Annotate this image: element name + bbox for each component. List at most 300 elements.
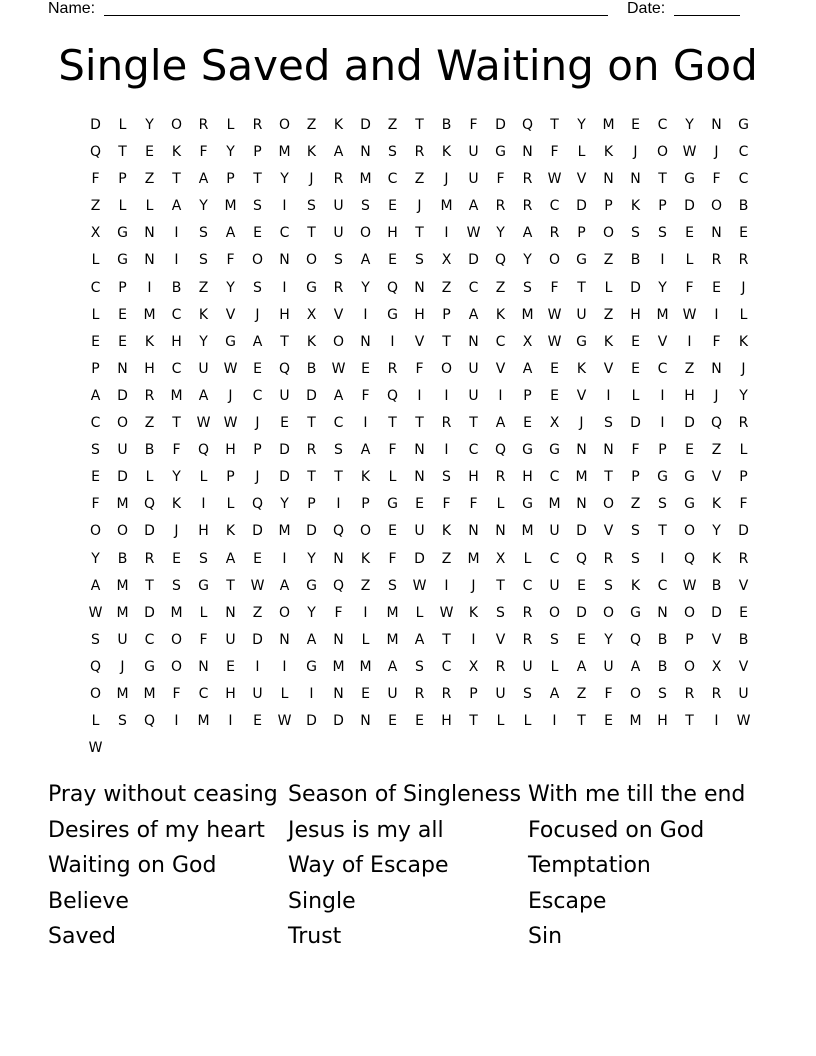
grid-letter: W bbox=[682, 144, 697, 161]
grid-letter: Q bbox=[521, 117, 534, 133]
grid-letter: X bbox=[441, 252, 452, 269]
grid-letter: Y bbox=[658, 279, 667, 296]
grid-letter: M bbox=[629, 713, 642, 730]
grid-letter: Y bbox=[361, 279, 370, 296]
grid-letter: O bbox=[548, 604, 561, 621]
grid-letter: Q bbox=[575, 550, 588, 567]
grid-letter: J bbox=[255, 306, 260, 323]
grid-letter: O bbox=[170, 117, 183, 133]
grid-letter: X bbox=[468, 658, 479, 675]
grid-letter: F bbox=[685, 279, 694, 296]
grid-letter: A bbox=[333, 144, 344, 161]
grid-letter: B bbox=[117, 550, 128, 567]
grid-letter: T bbox=[280, 333, 289, 350]
grid-letter: K bbox=[630, 577, 641, 594]
grid-letter: S bbox=[91, 442, 100, 459]
grid-letter: T bbox=[172, 171, 181, 188]
grid-letter: Z bbox=[441, 279, 452, 296]
grid-letter: I bbox=[444, 387, 449, 404]
grid-letter: J bbox=[741, 279, 746, 296]
grid-letter: J bbox=[174, 523, 179, 540]
grid-letter: E bbox=[685, 442, 694, 459]
grid-letter: F bbox=[334, 604, 343, 621]
word-list-item: Focused on God bbox=[528, 817, 705, 843]
grid-letter: I bbox=[282, 658, 287, 675]
grid-letter: J bbox=[579, 415, 584, 432]
grid-letter: M bbox=[143, 685, 156, 702]
grid-letter: S bbox=[334, 252, 343, 269]
grid-letter: U bbox=[468, 144, 479, 161]
grid-letter: T bbox=[496, 577, 505, 594]
grid-letter: G bbox=[144, 658, 155, 675]
grid-letter: O bbox=[359, 225, 372, 242]
grid-letter: D bbox=[495, 117, 506, 133]
grid-letter: E bbox=[118, 306, 127, 323]
grid-letter: C bbox=[468, 442, 479, 459]
grid-letter: T bbox=[226, 577, 235, 594]
word-list-item: Believe bbox=[48, 888, 129, 914]
grid-letter: U bbox=[549, 523, 560, 540]
grid-letter: F bbox=[415, 360, 424, 377]
grid-letter: E bbox=[91, 469, 100, 486]
grid-letter: I bbox=[174, 252, 179, 269]
grid-letter: M bbox=[656, 306, 669, 323]
grid-letter: Q bbox=[494, 252, 507, 269]
grid-letter: J bbox=[714, 144, 719, 161]
grid-letter: E bbox=[361, 360, 370, 377]
grid-letter: D bbox=[90, 117, 101, 133]
grid-letter: U bbox=[549, 577, 560, 594]
grid-letter: C bbox=[171, 306, 182, 323]
grid-letter: E bbox=[253, 225, 262, 242]
grid-letter: I bbox=[228, 713, 233, 730]
grid-letter: F bbox=[91, 496, 100, 513]
grid-letter: I bbox=[660, 252, 665, 269]
grid-letter: S bbox=[253, 279, 262, 296]
grid-letter: Y bbox=[145, 117, 154, 133]
grid-letter: L bbox=[91, 252, 100, 269]
grid-letter: E bbox=[388, 198, 397, 215]
grid-letter: T bbox=[307, 469, 316, 486]
grid-letter: Z bbox=[144, 171, 155, 188]
grid-letter: U bbox=[468, 171, 479, 188]
grid-letter: B bbox=[144, 442, 155, 459]
grid-letter: D bbox=[144, 523, 155, 540]
grid-letter: U bbox=[225, 631, 236, 648]
grid-letter: Z bbox=[306, 117, 317, 133]
grid-letter: I bbox=[552, 713, 557, 730]
grid-letter: B bbox=[738, 631, 749, 648]
grid-letter: N bbox=[495, 523, 506, 540]
grid-letter: K bbox=[198, 306, 209, 323]
grid-letter: D bbox=[576, 198, 587, 215]
grid-letter: S bbox=[388, 577, 397, 594]
grid-letter: Y bbox=[91, 550, 100, 567]
grid-letter: W bbox=[250, 577, 265, 594]
grid-letter: P bbox=[226, 469, 235, 486]
grid-letter: P bbox=[118, 171, 127, 188]
grid-letter: I bbox=[309, 685, 314, 702]
word-list-item: Season of Singleness bbox=[288, 782, 522, 807]
grid-letter: H bbox=[684, 387, 695, 404]
grid-letter: L bbox=[280, 685, 289, 702]
grid-letter: L bbox=[523, 713, 532, 730]
grid-letter: Z bbox=[414, 171, 425, 188]
grid-letter: Y bbox=[199, 333, 208, 350]
grid-letter: U bbox=[117, 442, 128, 459]
grid-letter: R bbox=[414, 685, 425, 702]
grid-letter: F bbox=[496, 171, 505, 188]
grid-letter: O bbox=[116, 415, 129, 432]
grid-letter: R bbox=[333, 171, 344, 188]
grid-letter: Y bbox=[280, 171, 289, 188]
grid-letter: D bbox=[738, 523, 749, 540]
grid-letter: G bbox=[657, 469, 668, 486]
grid-letter: K bbox=[603, 144, 614, 161]
grid-letter: M bbox=[143, 306, 156, 323]
grid-letter: T bbox=[307, 225, 316, 242]
grid-letter: D bbox=[711, 604, 722, 621]
grid-letter: I bbox=[660, 415, 665, 432]
grid-letter: U bbox=[279, 387, 290, 404]
grid-letter: A bbox=[522, 225, 533, 242]
grid-letter: Q bbox=[251, 496, 264, 513]
grid-letter: I bbox=[444, 225, 449, 242]
grid-letter: V bbox=[738, 577, 749, 594]
grid-letter: F bbox=[469, 496, 478, 513]
grid-letter: T bbox=[685, 713, 694, 730]
grid-letter: G bbox=[306, 577, 317, 594]
grid-letter: P bbox=[253, 144, 262, 161]
grid-letter: C bbox=[738, 171, 749, 188]
grid-letter: I bbox=[282, 550, 287, 567]
grid-letter: Q bbox=[197, 442, 210, 459]
grid-letter: C bbox=[279, 225, 290, 242]
grid-letter: O bbox=[359, 523, 372, 540]
grid-letter: P bbox=[658, 198, 667, 215]
grid-letter: E bbox=[388, 523, 397, 540]
grid-letter: L bbox=[415, 604, 424, 621]
grid-letter: U bbox=[738, 685, 749, 702]
grid-letter: L bbox=[226, 496, 235, 513]
grid-letter: T bbox=[658, 171, 667, 188]
grid-letter: A bbox=[225, 550, 236, 567]
grid-letter: D bbox=[279, 469, 290, 486]
grid-letter: A bbox=[495, 415, 506, 432]
grid-letter: C bbox=[549, 550, 560, 567]
grid-letter: E bbox=[172, 550, 181, 567]
grid-letter: D bbox=[333, 713, 344, 730]
grid-letter: K bbox=[306, 144, 317, 161]
grid-letter: N bbox=[198, 658, 209, 675]
grid-letter: W bbox=[547, 333, 562, 350]
grid-letter: B bbox=[657, 631, 668, 648]
grid-letter: W bbox=[277, 713, 292, 730]
grid-letter: Y bbox=[496, 225, 505, 242]
grid-letter: K bbox=[468, 604, 479, 621]
grid-letter: I bbox=[282, 279, 287, 296]
grid-letter: A bbox=[522, 360, 533, 377]
grid-letter: U bbox=[414, 523, 425, 540]
grid-letter: Y bbox=[577, 117, 586, 133]
grid-letter: M bbox=[440, 198, 453, 215]
grid-letter: P bbox=[118, 279, 127, 296]
grid-letter: F bbox=[199, 631, 208, 648]
date-label: Date: bbox=[627, 0, 666, 17]
grid-letter: D bbox=[306, 523, 317, 540]
grid-letter: P bbox=[361, 496, 370, 513]
grid-letter: G bbox=[117, 225, 128, 242]
grid-letter: A bbox=[468, 198, 479, 215]
grid-letter: J bbox=[714, 387, 719, 404]
grid-letter: M bbox=[116, 685, 129, 702]
grid-letter: Y bbox=[199, 198, 208, 215]
grid-letter: T bbox=[415, 117, 424, 133]
grid-letter: R bbox=[495, 198, 506, 215]
grid-letter: N bbox=[333, 685, 344, 702]
grid-letter: B bbox=[306, 360, 317, 377]
grid-letter: B bbox=[738, 198, 749, 215]
grid-letter: W bbox=[223, 360, 238, 377]
grid-letter: S bbox=[658, 225, 667, 242]
grid-letter: P bbox=[685, 631, 694, 648]
grid-letter: C bbox=[171, 360, 182, 377]
grid-letter: E bbox=[685, 225, 694, 242]
grid-letter: I bbox=[363, 306, 368, 323]
grid-letter: M bbox=[278, 144, 291, 161]
grid-letter: F bbox=[172, 442, 181, 459]
grid-letter: Y bbox=[280, 496, 289, 513]
grid-letter: S bbox=[91, 631, 100, 648]
grid-letter: C bbox=[144, 631, 155, 648]
grid-letter: V bbox=[711, 469, 722, 486]
grid-letter: R bbox=[522, 631, 533, 648]
grid-letter: P bbox=[307, 496, 316, 513]
grid-letter: W bbox=[223, 415, 238, 432]
grid-letter: N bbox=[576, 496, 587, 513]
grid-letter: A bbox=[576, 658, 587, 675]
date-blank-line bbox=[674, 15, 740, 16]
grid-letter: M bbox=[197, 713, 210, 730]
grid-letter: J bbox=[633, 144, 638, 161]
grid-letter: M bbox=[386, 604, 399, 621]
grid-letter: T bbox=[388, 415, 397, 432]
grid-letter: E bbox=[739, 225, 748, 242]
header-row bbox=[0, 0, 816, 20]
grid-letter: S bbox=[496, 604, 505, 621]
grid-letter: Y bbox=[172, 469, 181, 486]
word-list-item: Saved bbox=[48, 924, 116, 950]
grid-letter: W bbox=[88, 740, 103, 757]
grid-letter: L bbox=[739, 306, 748, 323]
grid-letter: K bbox=[360, 550, 371, 567]
grid-letter: C bbox=[657, 360, 668, 377]
word-list-item: Escape bbox=[528, 888, 607, 914]
grid-letter: A bbox=[171, 198, 182, 215]
grid-letter: S bbox=[604, 415, 613, 432]
grid-letter: B bbox=[630, 252, 641, 269]
grid-letter: U bbox=[198, 360, 209, 377]
grid-letter: L bbox=[604, 279, 613, 296]
puzzle-title: Single Saved and Waiting on God bbox=[58, 41, 758, 90]
grid-letter: P bbox=[226, 171, 235, 188]
grid-letter: E bbox=[253, 550, 262, 567]
grid-letter: V bbox=[495, 360, 506, 377]
grid-letter: N bbox=[468, 523, 479, 540]
grid-letter: T bbox=[442, 333, 451, 350]
grid-letter: F bbox=[172, 685, 181, 702]
grid-letter: A bbox=[360, 442, 371, 459]
grid-letter: L bbox=[145, 198, 154, 215]
grid-letter: N bbox=[414, 442, 425, 459]
grid-letter: L bbox=[199, 469, 208, 486]
grid-letter: I bbox=[174, 225, 179, 242]
grid-letter: T bbox=[550, 117, 559, 133]
grid-letter: S bbox=[199, 252, 208, 269]
grid-letter: R bbox=[738, 252, 749, 269]
grid-letter: O bbox=[89, 685, 102, 702]
grid-letter: R bbox=[495, 469, 506, 486]
grid-letter: Z bbox=[360, 577, 371, 594]
grid-letter: L bbox=[739, 442, 748, 459]
grid-letter: N bbox=[333, 550, 344, 567]
grid-letter: T bbox=[604, 469, 613, 486]
grid-letter: V bbox=[333, 306, 344, 323]
grid-letter: M bbox=[116, 496, 129, 513]
grid-letter: E bbox=[145, 144, 154, 161]
grid-letter: G bbox=[117, 252, 128, 269]
grid-letter: I bbox=[255, 658, 260, 675]
grid-letter: H bbox=[468, 469, 479, 486]
grid-letter: H bbox=[414, 306, 425, 323]
grid-letter: E bbox=[550, 360, 559, 377]
grid-letter: I bbox=[174, 713, 179, 730]
grid-letter: I bbox=[498, 387, 503, 404]
grid-letter: M bbox=[278, 523, 291, 540]
grid-letter: R bbox=[711, 685, 722, 702]
grid-letter: F bbox=[550, 144, 559, 161]
grid-letter: U bbox=[468, 387, 479, 404]
grid-letter: R bbox=[738, 550, 749, 567]
grid-letter: K bbox=[630, 198, 641, 215]
grid-letter: N bbox=[225, 604, 236, 621]
grid-letter: N bbox=[657, 604, 668, 621]
grid-letter: X bbox=[522, 333, 533, 350]
grid-letter: D bbox=[414, 550, 425, 567]
grid-letter: T bbox=[658, 523, 667, 540]
grid-letter: F bbox=[199, 144, 208, 161]
grid-letter: W bbox=[547, 306, 562, 323]
grid-letter: P bbox=[523, 387, 532, 404]
grid-letter: Q bbox=[89, 658, 102, 675]
grid-letter: U bbox=[333, 198, 344, 215]
grid-letter: G bbox=[684, 469, 695, 486]
grid-letter: J bbox=[471, 577, 476, 594]
grid-letter: A bbox=[198, 387, 209, 404]
grid-letter: H bbox=[630, 306, 641, 323]
grid-letter: O bbox=[683, 604, 696, 621]
grid-letter: P bbox=[253, 442, 262, 459]
grid-letter: T bbox=[577, 713, 586, 730]
grid-letter: A bbox=[630, 658, 641, 675]
grid-letter: O bbox=[251, 252, 264, 269]
grid-letter: R bbox=[603, 550, 614, 567]
grid-letter: Y bbox=[712, 523, 721, 540]
grid-letter: E bbox=[415, 496, 424, 513]
grid-letter: F bbox=[388, 442, 397, 459]
grid-letter: I bbox=[444, 577, 449, 594]
grid-letter: A bbox=[90, 577, 101, 594]
grid-letter: Y bbox=[307, 550, 316, 567]
grid-letter: Q bbox=[332, 523, 345, 540]
grid-letter: Z bbox=[144, 415, 155, 432]
grid-letter: D bbox=[306, 713, 317, 730]
grid-letter: O bbox=[656, 144, 669, 161]
grid-letter: O bbox=[710, 198, 723, 215]
grid-letter: R bbox=[441, 685, 452, 702]
grid-letter: N bbox=[414, 279, 425, 296]
grid-letter: C bbox=[549, 198, 560, 215]
grid-letter: T bbox=[253, 171, 262, 188]
grid-letter: M bbox=[359, 171, 372, 188]
grid-letter: Q bbox=[278, 360, 291, 377]
grid-letter: L bbox=[145, 469, 154, 486]
grid-letter: R bbox=[414, 144, 425, 161]
grid-letter: I bbox=[714, 306, 719, 323]
grid-letter: Z bbox=[684, 360, 695, 377]
grid-letter: S bbox=[550, 631, 559, 648]
grid-letter: F bbox=[91, 171, 100, 188]
grid-letter: N bbox=[144, 252, 155, 269]
grid-letter: K bbox=[171, 144, 182, 161]
grid-letter: T bbox=[442, 631, 451, 648]
grid-letter: P bbox=[604, 198, 613, 215]
grid-letter: A bbox=[225, 225, 236, 242]
grid-letter: G bbox=[387, 306, 398, 323]
grid-letter: E bbox=[118, 333, 127, 350]
grid-letter: D bbox=[684, 198, 695, 215]
grid-letter: S bbox=[631, 225, 640, 242]
grid-letter: Q bbox=[710, 415, 723, 432]
grid-letter: G bbox=[684, 496, 695, 513]
grid-letter: A bbox=[252, 333, 263, 350]
grid-letter: O bbox=[170, 658, 183, 675]
grid-letter: R bbox=[711, 252, 722, 269]
grid-letter: K bbox=[738, 333, 749, 350]
grid-letter: O bbox=[116, 523, 129, 540]
grid-letter: R bbox=[144, 387, 155, 404]
grid-letter: F bbox=[226, 252, 235, 269]
grid-letter: M bbox=[467, 550, 480, 567]
grid-letter: V bbox=[603, 523, 614, 540]
grid-letter: S bbox=[118, 713, 127, 730]
name-blank-line bbox=[104, 15, 608, 16]
grid-letter: K bbox=[171, 496, 182, 513]
grid-letter: K bbox=[495, 306, 506, 323]
grid-letter: G bbox=[576, 252, 587, 269]
grid-letter: T bbox=[118, 144, 127, 161]
grid-letter: K bbox=[306, 333, 317, 350]
grid-letter: A bbox=[387, 658, 398, 675]
grid-letter: Z bbox=[387, 117, 398, 133]
grid-letter: E bbox=[523, 415, 532, 432]
grid-letter: H bbox=[387, 225, 398, 242]
grid-letter: L bbox=[550, 658, 559, 675]
grid-letter: H bbox=[171, 333, 182, 350]
grid-letter: R bbox=[549, 225, 560, 242]
grid-letter: X bbox=[711, 658, 722, 675]
grid-letter: U bbox=[603, 658, 614, 675]
